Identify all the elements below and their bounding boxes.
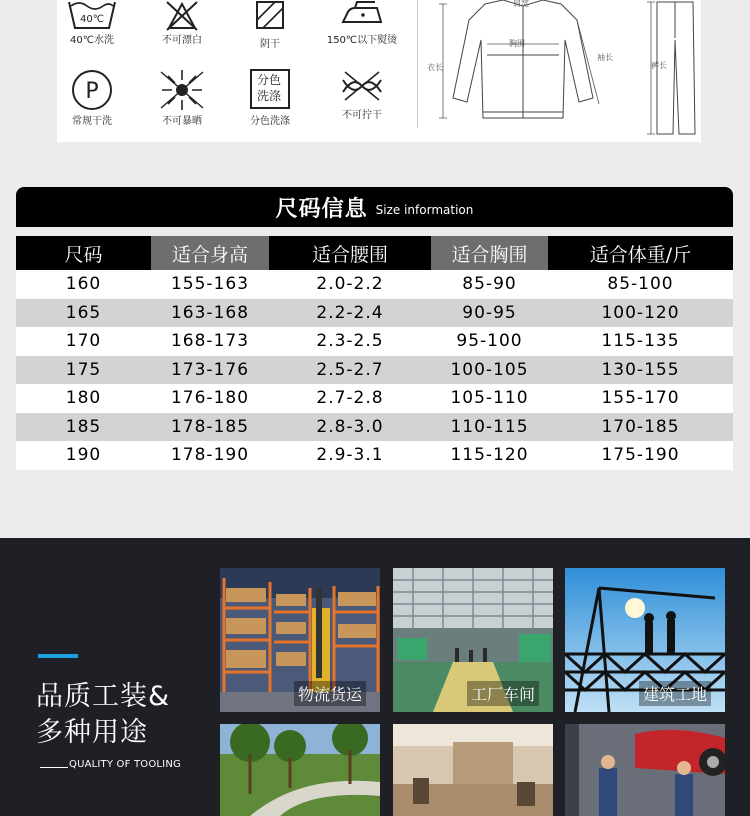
quality-title-line1: 品质工装&	[36, 681, 171, 712]
sleeve-label: 袖长	[597, 53, 613, 62]
size-title-cn: 尺码信息	[275, 196, 368, 222]
care-label-dry: 阴干	[260, 39, 280, 50]
cell-height: 178-190	[151, 441, 269, 470]
svg-text:P: P	[85, 79, 99, 104]
cell-waist: 2.2-2.4	[269, 299, 431, 328]
size-table-row	[16, 441, 733, 470]
size-table-row	[16, 327, 733, 356]
care-label-sun: 不可暴晒	[162, 116, 202, 127]
cell-height: 163-168	[151, 299, 269, 328]
cell-chest: 110-115	[431, 413, 548, 442]
tile-caption-warehouse: 物流货运	[294, 681, 366, 706]
cell-weight: 115-135	[548, 327, 733, 356]
cell-waist: 2.7-2.8	[269, 384, 431, 413]
header-waist: 适合腰围	[269, 236, 431, 270]
tile-interior	[393, 724, 553, 816]
cell-size: 160	[16, 270, 151, 299]
cell-chest: 90-95	[431, 299, 548, 328]
header-weight: 适合体重/斤	[548, 236, 733, 270]
shoulder-label: 肩宽	[513, 0, 529, 8]
tile-park	[220, 724, 380, 816]
cell-height: 168-173	[151, 327, 269, 356]
cell-weight: 100-120	[548, 299, 733, 328]
cell-chest: 100-105	[431, 356, 548, 385]
tile-caption-factory: 工厂车间	[467, 681, 539, 706]
separate-wash-badge: 分色洗涤	[256, 73, 281, 103]
iron-150-icon	[327, 0, 397, 60]
tile-garage	[565, 724, 725, 816]
care-instructions-panel	[57, 0, 701, 142]
care-label-bleach: 不可漂白	[162, 35, 202, 46]
chest-label: 胸围	[509, 39, 525, 48]
header-size: 尺码	[16, 236, 151, 270]
quality-section	[0, 538, 750, 816]
length-label: 衣长	[427, 63, 443, 72]
tile-factory	[393, 568, 553, 712]
cell-weight: 85-100	[548, 270, 733, 299]
quality-subtitle: QUALITY OF TOOLING	[69, 759, 181, 770]
panel-divider	[417, 0, 418, 128]
accent-bar	[38, 654, 78, 658]
size-table-row	[16, 356, 733, 385]
cell-weight: 155-170	[548, 384, 733, 413]
size-table-row	[16, 413, 733, 442]
size-table	[16, 236, 733, 470]
pants-measurement-diagram	[629, 0, 699, 135]
size-table-row	[16, 299, 733, 328]
size-table-header-row	[16, 236, 733, 270]
jacket-measurement-diagram	[427, 0, 617, 135]
size-title-en: Size information	[375, 203, 474, 217]
cell-size: 170	[16, 327, 151, 356]
cell-height: 173-176	[151, 356, 269, 385]
cell-height: 176-180	[151, 384, 269, 413]
care-label-wash: 40℃水洗	[70, 35, 114, 46]
cell-chest: 95-100	[431, 327, 548, 356]
wash-40-icon	[57, 0, 127, 60]
cell-height: 155-163	[151, 270, 269, 299]
cell-waist: 2.3-2.5	[269, 327, 431, 356]
cell-waist: 2.9-3.1	[269, 441, 431, 470]
cell-waist: 2.8-3.0	[269, 413, 431, 442]
tile-construction	[565, 568, 725, 712]
size-info-header	[16, 187, 733, 227]
shade-dry-icon	[235, 0, 305, 60]
quality-title-line2: 多种用途	[36, 717, 148, 748]
pants-length-label: 裤长	[651, 61, 667, 70]
cell-weight: 175-190	[548, 441, 733, 470]
size-table-row	[16, 384, 733, 413]
care-label-dryclean: 常规干洗	[72, 116, 112, 127]
tile-caption-construction: 建筑工地	[639, 681, 711, 706]
header-height: 适合身高	[151, 236, 269, 270]
cell-size: 190	[16, 441, 151, 470]
svg-text:40℃: 40℃	[80, 14, 104, 25]
care-label-iron: 150℃以下熨烫	[326, 35, 398, 46]
cell-size: 180	[16, 384, 151, 413]
no-bleach-icon	[147, 0, 217, 60]
cell-chest: 105-110	[431, 384, 548, 413]
care-label-wring: 不可拧干	[342, 110, 382, 121]
cell-weight: 170-185	[548, 413, 733, 442]
cell-chest: 115-120	[431, 441, 548, 470]
cell-waist: 2.5-2.7	[269, 356, 431, 385]
cell-size: 185	[16, 413, 151, 442]
care-label-separate: 分色洗涤	[250, 116, 290, 127]
cell-weight: 130-155	[548, 356, 733, 385]
cell-chest: 85-90	[431, 270, 548, 299]
size-table-row	[16, 270, 733, 299]
cell-size: 175	[16, 356, 151, 385]
cell-size: 165	[16, 299, 151, 328]
cell-waist: 2.0-2.2	[269, 270, 431, 299]
cell-height: 178-185	[151, 413, 269, 442]
tile-warehouse	[220, 568, 380, 712]
subtitle-rule	[40, 767, 68, 768]
header-chest: 适合胸围	[431, 236, 548, 270]
